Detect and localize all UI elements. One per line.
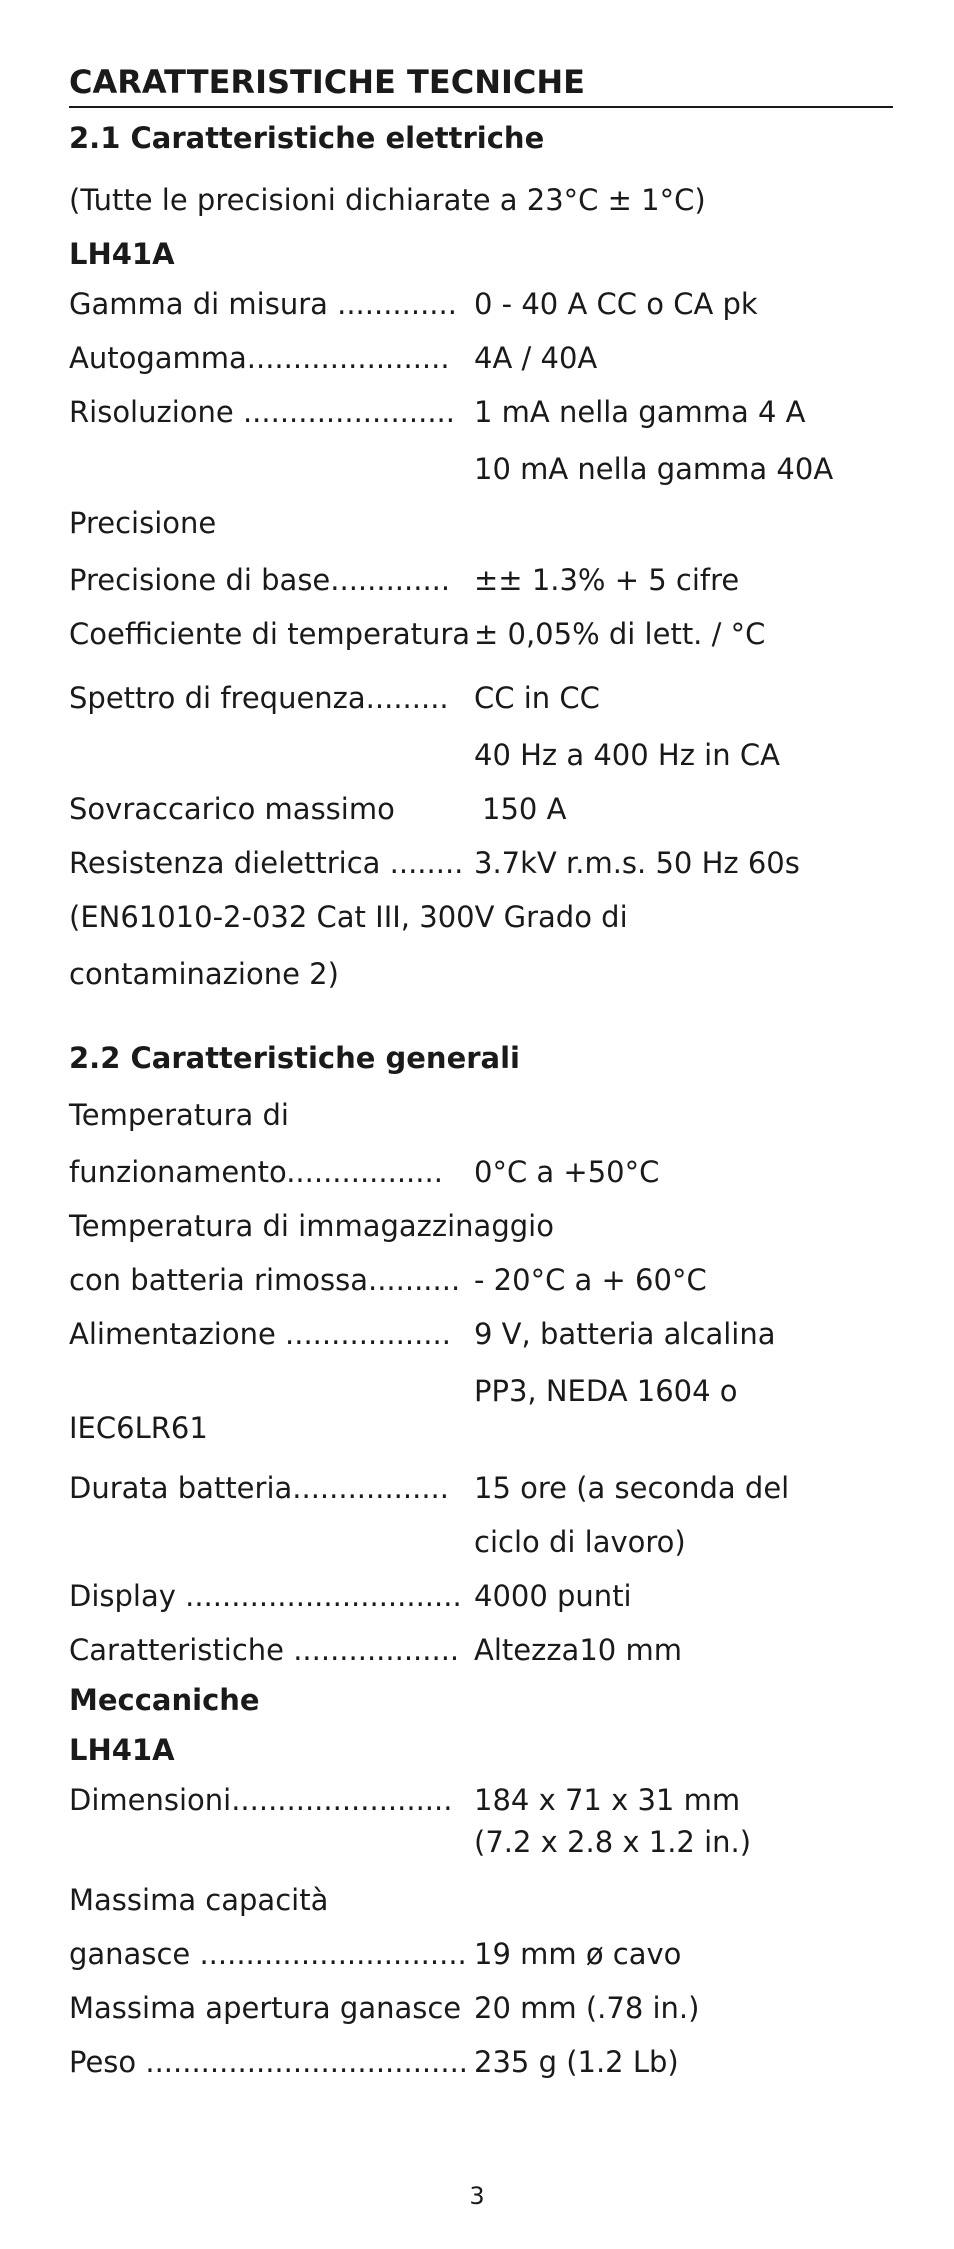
spec-value-dimensions-1: 184 x 71 x 31 mm — [474, 1783, 741, 1817]
section-title-general: 2.2 Caratteristiche generali — [69, 1041, 520, 1075]
spec-value-frequency-2: 40 Hz a 400 Hz in CA — [474, 738, 780, 772]
spec-value-resolution-2: 10 mA nella gamma 40A — [474, 452, 834, 486]
spec-label-storage-2: con batteria rimossa.......... — [69, 1263, 461, 1297]
accuracy-note: (Tutte le precisioni dichiarate a 23°C ± 1°C) — [69, 183, 706, 217]
heading-rule — [69, 106, 893, 108]
spec-value-overload: 150 A — [482, 792, 567, 826]
spec-label-dimensions: Dimensioni........................ — [69, 1783, 453, 1817]
spec-value-temp-coefficient: ± 0,05% di lett. / °C — [474, 617, 766, 651]
spec-value-resolution-1: 1 mA nella gamma 4 A — [474, 395, 806, 429]
mechanical-model-name: LH41A — [69, 1733, 175, 1767]
spec-label-measure-range: Gamma di misura ............. — [69, 287, 457, 321]
spec-label-overload: Sovraccarico massimo — [69, 792, 395, 826]
standard-line-2: contaminazione 2) — [69, 957, 339, 991]
page-heading: CARATTERISTICHE TECNICHE — [69, 63, 585, 101]
spec-label-op-temp-1: Temperatura di — [69, 1098, 289, 1132]
spec-value-measure-range: 0 - 40 A CC o CA pk — [474, 287, 758, 321]
spec-label-display: Display .............................. — [69, 1579, 462, 1613]
spec-value-autorange: 4A / 40A — [474, 341, 598, 375]
spec-label-storage-1: Temperatura di immagazzinaggio — [69, 1209, 554, 1243]
spec-label-jaw-opening: Massima apertura ganasce — [69, 1991, 462, 2025]
spec-value-jaw-capacity: 19 mm ø cavo — [474, 1937, 682, 1971]
spec-value-frequency-1: CC in CC — [474, 681, 600, 715]
standard-line-1: (EN61010-2-032 Cat III, 300V Grado di — [69, 900, 628, 934]
spec-value-display: 4000 punti — [474, 1579, 632, 1613]
spec-label-weight: Peso ................................... — [69, 2045, 469, 2079]
spec-value-storage: - 20°C a + 60°C — [474, 1263, 707, 1297]
spec-label-dielectric: Resistenza dielettrica ........ — [69, 846, 464, 880]
spec-value-dimensions-2: (7.2 x 2.8 x 1.2 in.) — [474, 1825, 752, 1859]
spec-label-op-temp-2: funzionamento................. — [69, 1155, 443, 1189]
spec-label-autorange: Autogamma...................... — [69, 341, 450, 375]
model-name: LH41A — [69, 237, 175, 271]
section-title-electrical: 2.1 Caratteristiche elettriche — [69, 121, 545, 155]
spec-label-jaw-capacity-2: ganasce ............................. — [69, 1937, 467, 1971]
spec-value-dielectric: 3.7kV r.m.s. 50 Hz 60s — [474, 846, 800, 880]
spec-label-resolution: Risoluzione ....................... — [69, 395, 455, 429]
spec-value-power-2: PP3, NEDA 1604 o — [474, 1374, 738, 1408]
spec-label-jaw-capacity-1: Massima capacità — [69, 1883, 329, 1917]
spec-label-features: Caratteristiche .................. — [69, 1633, 460, 1667]
spec-value-features: Altezza10 mm — [474, 1633, 682, 1667]
spec-label-accuracy: Precisione — [69, 506, 217, 540]
spec-value-base-accuracy: ±± 1.3% + 5 cifre — [474, 563, 740, 597]
spec-value-power-3: IEC6LR61 — [69, 1411, 208, 1445]
spec-value-battery-2: ciclo di lavoro) — [474, 1525, 686, 1559]
spec-value-op-temp: 0°C a +50°C — [474, 1155, 660, 1189]
section-title-mechanical: Meccaniche — [69, 1683, 260, 1717]
spec-label-frequency: Spettro di frequenza......... — [69, 681, 449, 715]
spec-label-base-accuracy: Precisione di base............. — [69, 563, 451, 597]
spec-value-power-1: 9 V, batteria alcalina — [474, 1317, 776, 1351]
spec-label-battery: Durata batteria................. — [69, 1471, 449, 1505]
page-number: 3 — [469, 2182, 485, 2210]
spec-label-power: Alimentazione .................. — [69, 1317, 451, 1351]
spec-value-jaw-opening: 20 mm (.78 in.) — [474, 1991, 700, 2025]
spec-label-temp-coefficient: Coefficiente di temperatura — [69, 617, 471, 651]
spec-value-battery-1: 15 ore (a seconda del — [474, 1471, 790, 1505]
spec-value-weight: 235 g (1.2 Lb) — [474, 2045, 679, 2079]
